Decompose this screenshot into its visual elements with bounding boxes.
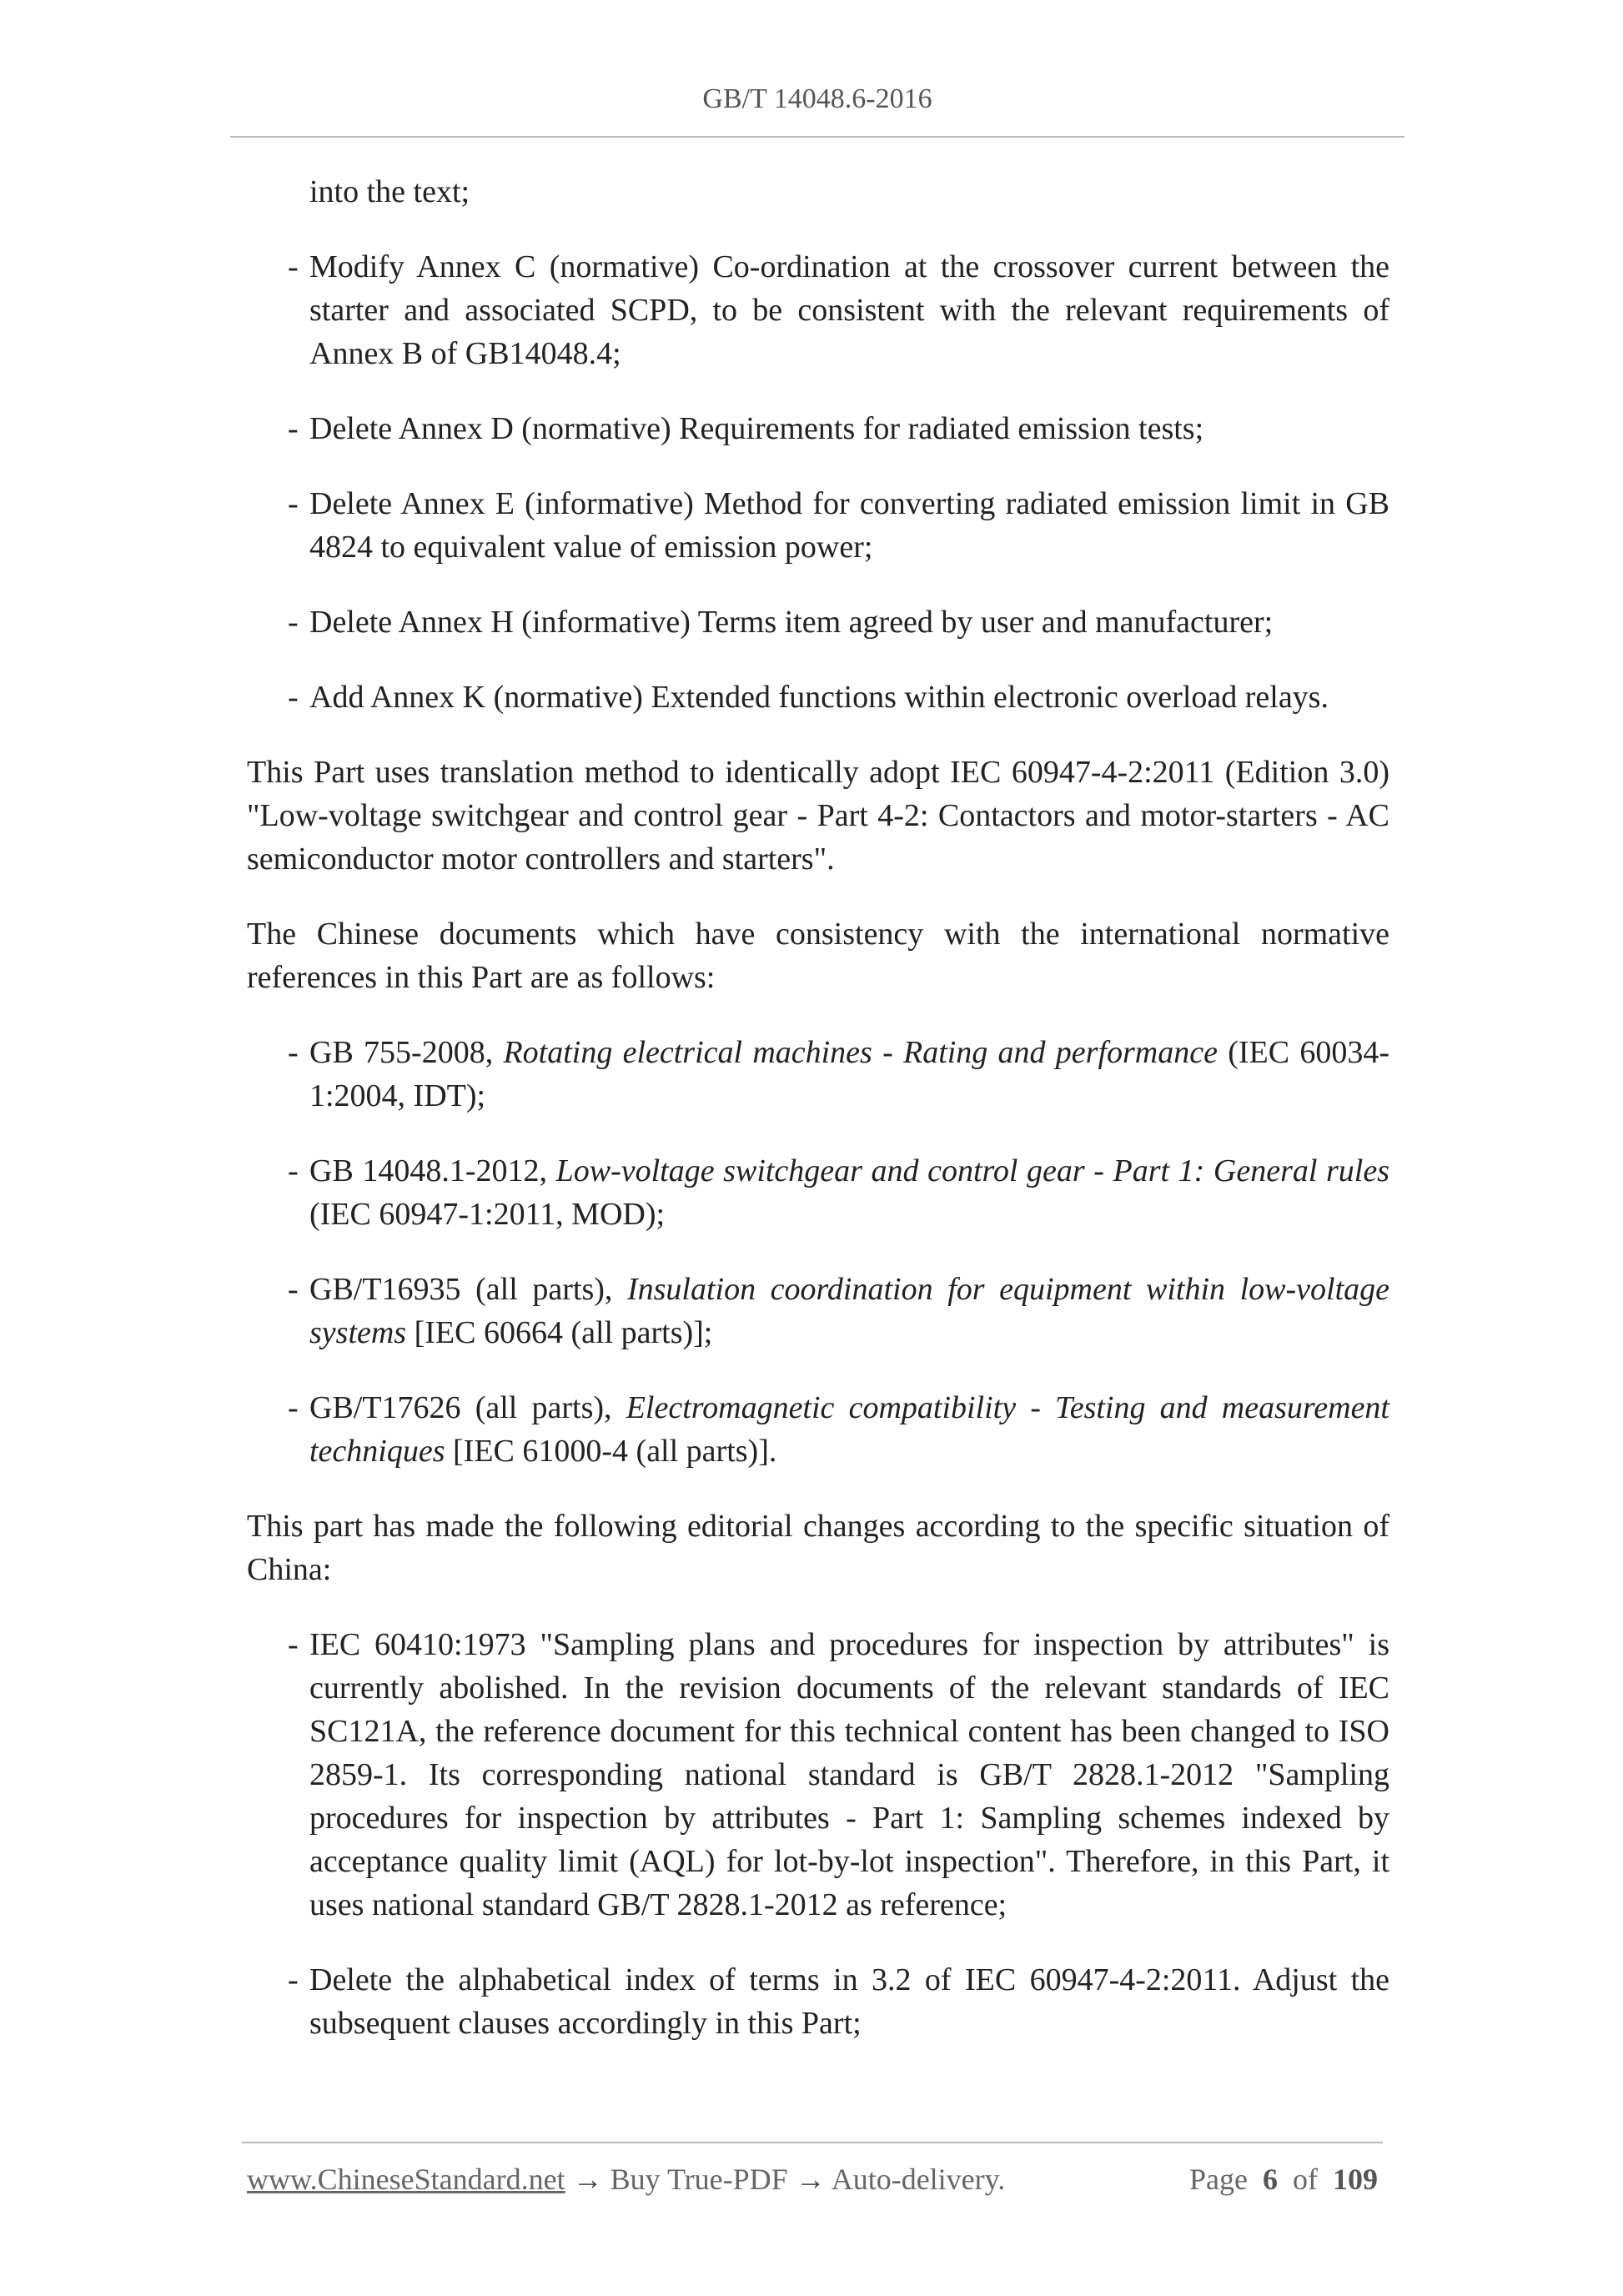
adoption-paragraph: This Part uses translation method to identically adopt IEC 60947-4-2:2011 (Edition 3.0) "Low-voltage switchgear and control gear - Part 4-2: Contactors and motor-starters - AC semiconductor motor controllers and starters". (247, 755, 1389, 877)
change-item: - Modify Annex C (normative) Co-ordination at the crossover current between the starter and associated SCPD, to be consistent with the relevant requirements of Annex B of GB14048.4; (288, 249, 1389, 371)
header-divider (230, 136, 1404, 138)
footer-divider (242, 2142, 1383, 2143)
change-item: - Delete Annex H (informative) Terms item agreed by user and manufacturer; (288, 605, 1274, 640)
page-header: GB/T 14048.6-2016 (702, 83, 932, 114)
arrow-right-icon: → (572, 2163, 603, 2196)
page-number: Page 6 of 109 (1189, 2163, 1378, 2196)
editorial-item: - IEC 60410:1973 "Sampling plans and procedures for inspection by attributes" is currently abolished. In the revision documents of the relevant standards of IEC SC121A, the reference document for this technical content has been changed to ISO 2859-1. Its corresponding national standard is GB/T 2828.1-2012 "Sampling procedures for inspection by attributes - Part 1: Sampling schemes indexed by acceptance quality limit (AQL) for lot-by-lot inspection". Therefore, in this Part, it uses national standard GB/T 2828.1-2012 as reference; (288, 1627, 1389, 1922)
editorial-item: - Delete the alphabetical index of terms in 3.2 of IEC 60947-4-2:2011. Adjust the subsequent clauses accordingly in this Part; (288, 1962, 1389, 2041)
change-item: - Delete Annex D (normative) Requirements for radiated emission tests; (288, 411, 1204, 446)
buy-pdf-text: Buy True-PDF (610, 2163, 788, 2196)
reference-item: - GB 755-2008, Rotating electrical machines - Rating and performance (IEC 60034-1:2004, IDT); (288, 1035, 1390, 1113)
auto-delivery-text: Auto-delivery. (831, 2163, 1006, 2196)
reference-item: - GB/T16935 (all parts), Insulation coordination for equipment within low-voltage systems [IEC 60664 (all parts)]; (288, 1272, 1390, 1350)
document-body (247, 170, 1389, 2045)
references-intro: The Chinese documents which have consistency with the international normative references in this Part are as follows: (247, 917, 1389, 995)
page-footer (247, 2162, 1378, 2197)
arrow-right-icon: → (795, 2163, 826, 2196)
reference-item: - GB/T17626 (all parts), Electromagnetic compatibility - Testing and measurement techniques [IEC 61000-4 (all parts)]. (288, 1390, 1389, 1469)
continued-text: into the text; (309, 174, 470, 209)
change-item: - Delete Annex E (informative) Method for converting radiated emission limit in GB 4824 to equivalent value of emission power; (288, 486, 1389, 565)
website-link[interactable]: www.ChineseStandard.net (247, 2163, 565, 2196)
change-item: - Add Annex K (normative) Extended functions within electronic overload relays. (288, 680, 1329, 715)
editorial-intro: This part has made the following editorial changes according to the specific situation of China: (247, 1509, 1389, 1587)
reference-item: - GB 14048.1-2012, Low-voltage switchgear and control gear - Part 1: General rules (IEC 60947-1:2011, MOD); (288, 1153, 1390, 1232)
